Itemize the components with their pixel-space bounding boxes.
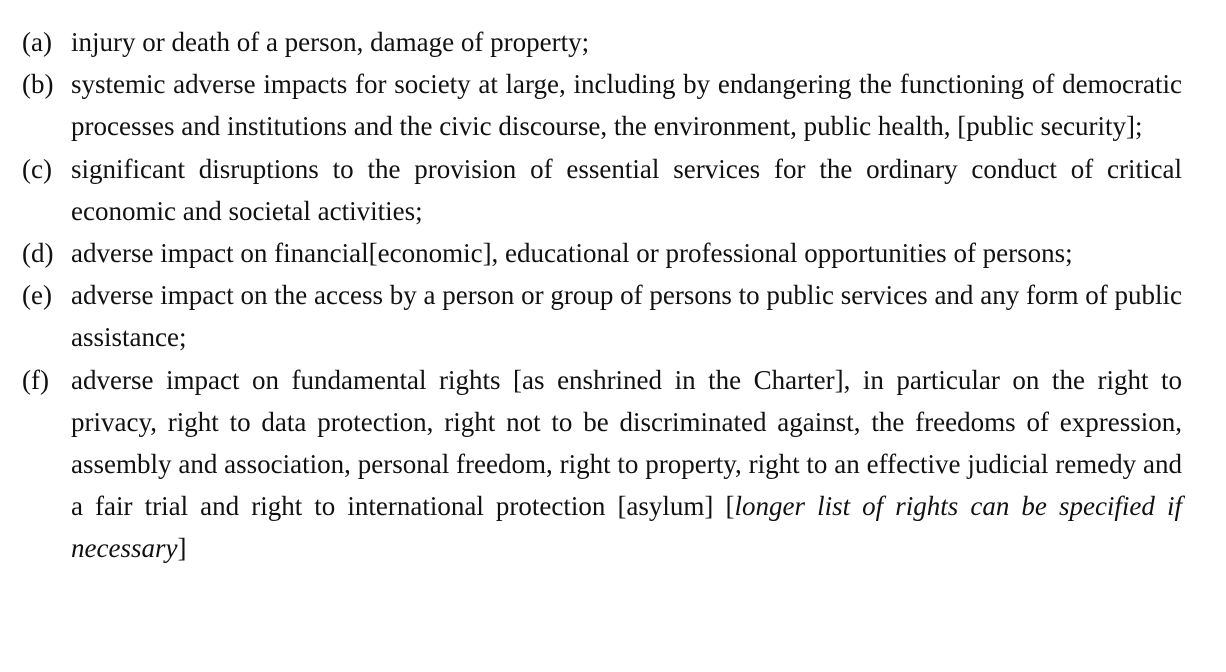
item-label-a: (a) (22, 27, 52, 57)
item-text-f-main: adverse impact on fundamental rights [as enshrined in the Charter], in particular on the right to privacy, right to data protection, right not to be discriminated against, the freedoms of expression, assembly and association, personal freedom, right to property, right to an effective judicial remedy and a fair trial and right to international protection [asylum] [ (71, 364, 1182, 522)
item-text-f (71, 359, 1182, 570)
item-label-d: (d) (22, 238, 54, 269)
item-text-d: adverse impact on financial[economic], educational or professional opportunities of persons; (71, 238, 1073, 269)
item-text-a: injury or death of a person, damage of property; (71, 27, 590, 57)
item-text-f-italic-note: longer list of rights can be specified if necessary (71, 491, 1182, 564)
list-item-a (22, 21, 1182, 63)
item-text-e: adverse impact on the access by a person or group of persons to public services and any form of public assistance; (71, 280, 1182, 353)
item-text-b: systemic adverse impacts for society at large, including by endangering the functioning of democratic processes and institutions and the civic discourse, the environment, public health, [public security]; (71, 69, 1182, 142)
list-item-e (22, 274, 1182, 358)
item-label-b: (b) (22, 69, 54, 100)
list-item-b (22, 63, 1182, 147)
list-item-f (22, 359, 1182, 570)
list-item-c (22, 148, 1182, 232)
item-text-f-closing-bracket: ] (177, 533, 187, 564)
item-label-c: (c) (22, 153, 52, 184)
list-item-d (22, 232, 1182, 274)
item-label-e: (e) (22, 280, 52, 311)
item-text-c: significant disruptions to the provision of essential services for the ordinary conduct of critical economic and societal activities; (71, 153, 1182, 226)
item-label-f: (f) (22, 364, 49, 395)
